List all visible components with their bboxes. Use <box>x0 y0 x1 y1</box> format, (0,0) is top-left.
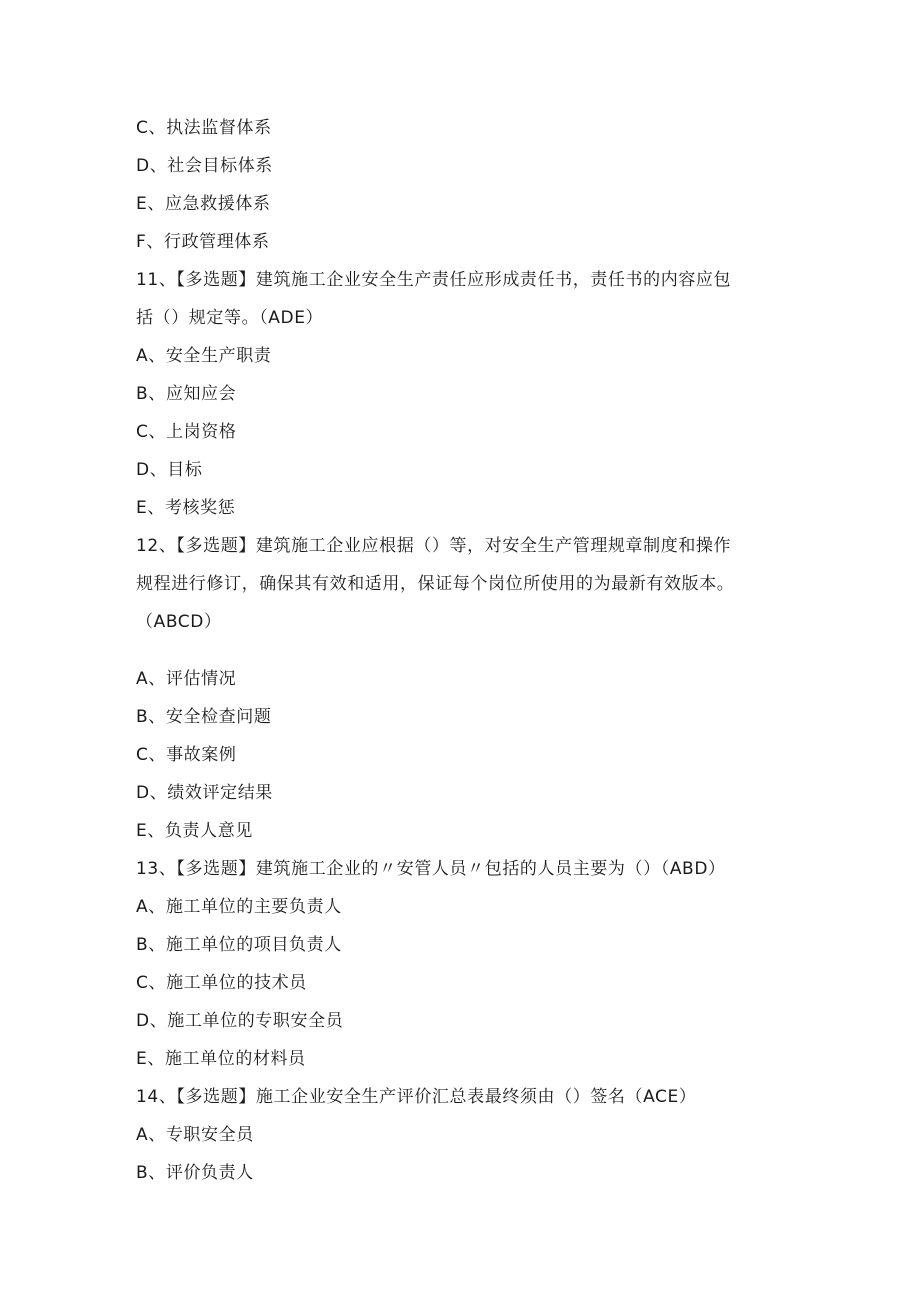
q11-option-e: E、考核奖惩 <box>136 498 236 518</box>
q12-option-e: E、负责人意见 <box>136 821 253 841</box>
q11-option-d: D、目标 <box>136 460 203 480</box>
question-12-text-cont: 规程进行修订，确保其有效和适用，保证每个岗位所使用的为最新有效版本。 <box>136 574 735 594</box>
q12-option-d: D、绩效评定结果 <box>136 783 273 803</box>
q12-option-a: A、评估情况 <box>136 669 237 689</box>
q13-option-e: E、施工单位的材料员 <box>136 1049 306 1069</box>
q13-option-c: C、施工单位的技术员 <box>136 973 307 993</box>
question-12-answer: （ABCD） <box>136 612 222 632</box>
q11-option-b: B、应知应会 <box>136 384 237 404</box>
question-14-text: 14、【多选题】施工企业安全生产评价汇总表最终须由（）签名（ACE） <box>136 1087 697 1107</box>
question-12-text: 12、【多选题】建筑施工企业应根据（）等，对安全生产管理规章制度和操作 <box>136 536 732 556</box>
q11-option-c: C、上岗资格 <box>136 422 237 442</box>
option-d: D、社会目标体系 <box>136 156 273 176</box>
q12-option-c: C、事故案例 <box>136 745 237 765</box>
question-11-text-cont: 括（）规定等。（ADE） <box>136 308 324 328</box>
q14-option-b: B、评价负责人 <box>136 1163 254 1183</box>
question-11-text: 11、【多选题】建筑施工企业安全生产责任应形成责任书，责任书的内容应包 <box>136 270 732 290</box>
q14-option-a: A、专职安全员 <box>136 1125 254 1145</box>
q13-option-d: D、施工单位的专职安全员 <box>136 1011 344 1031</box>
q11-option-a: A、安全生产职责 <box>136 346 272 366</box>
question-13-text: 13、【多选题】建筑施工企业的〃安管人员〃包括的人员主要为（）（ABD） <box>136 859 726 879</box>
option-e: E、应急救援体系 <box>136 194 271 214</box>
q13-option-b: B、施工单位的项目负责人 <box>136 935 342 955</box>
q13-option-a: A、施工单位的主要负责人 <box>136 897 342 917</box>
option-f: F、行政管理体系 <box>136 232 270 252</box>
q12-option-b: B、安全检查问题 <box>136 707 272 727</box>
option-c: C、执法监督体系 <box>136 118 272 138</box>
